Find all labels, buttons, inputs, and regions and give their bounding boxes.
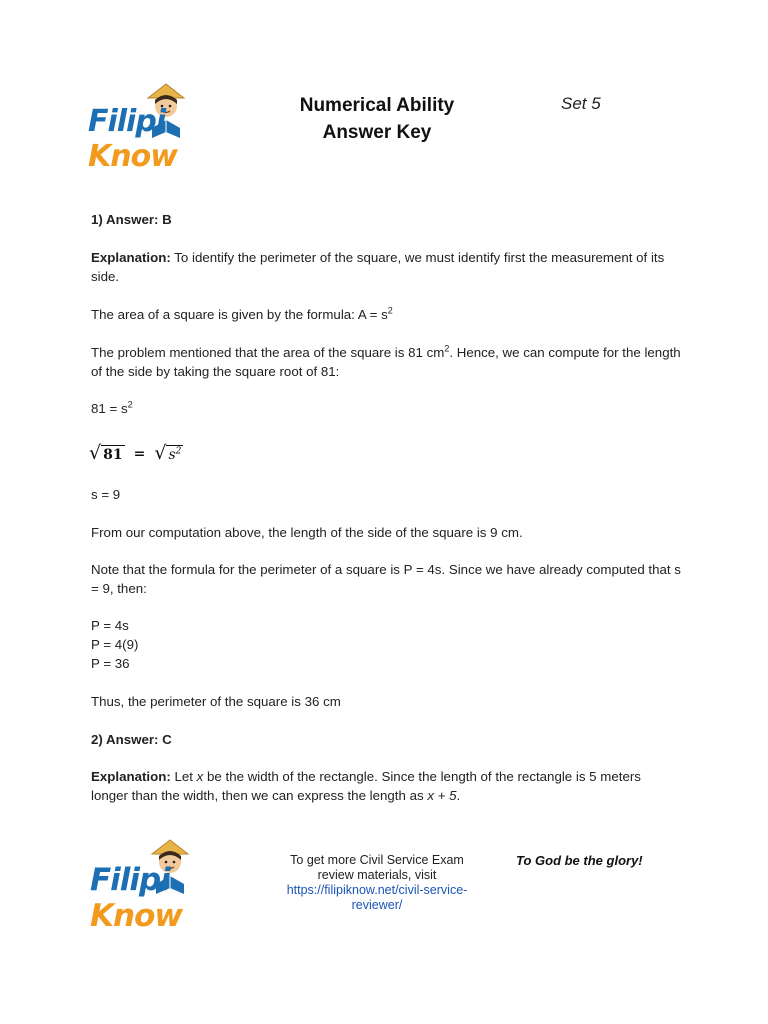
footer-promo-line-1: To get more Civil Service Exam bbox=[290, 853, 464, 867]
footer-glory: To God be the glory! bbox=[516, 853, 643, 868]
sqrt-right: √ $s^2$ bbox=[154, 442, 182, 464]
q1-formula-sup: 2 bbox=[387, 305, 393, 316]
q1-explanation-text: To identify the perimeter of the square, we must identify first the measurement of its side. bbox=[91, 250, 665, 284]
title-line-2: Answer Key bbox=[322, 122, 432, 143]
q1-formula bbox=[91, 305, 393, 324]
set-label: Set 5 bbox=[561, 94, 601, 113]
footer-logo-text-know: Know bbox=[90, 898, 183, 934]
sqrt-left: √ 81 bbox=[89, 442, 123, 464]
q2-text-a: Let bbox=[170, 769, 197, 784]
q1-problem bbox=[91, 343, 681, 381]
footer-link-line-1[interactable]: https://filipiknow.net/civil-service- bbox=[286, 883, 468, 897]
q1-p-line-3: P = 36 bbox=[91, 656, 130, 671]
q1-s-value: s = 9 bbox=[91, 487, 121, 502]
q1-computation-note: From our computation above, the length of the side of the square is 9 cm. bbox=[91, 525, 523, 540]
q1-perimeter-note: Note that the formula for the perimeter of a square is P = 4s. Since we have already computed that s = 9, then: bbox=[91, 562, 681, 596]
sqrt-right-sup: 2 bbox=[175, 446, 182, 457]
title-line-1: Numerical Ability bbox=[299, 95, 455, 116]
sqrt-equals: = bbox=[133, 445, 146, 462]
q1-sqrt-equation bbox=[89, 443, 183, 464]
page-title bbox=[262, 92, 492, 146]
q1-p-line-1: P = 4s bbox=[91, 618, 129, 633]
q1-equation-text: 81 = s bbox=[91, 401, 128, 416]
q1-explanation bbox=[91, 248, 681, 286]
q2-answer: 2) Answer: C bbox=[91, 732, 172, 747]
q1-conclusion: Thus, the perimeter of the square is 36 cm bbox=[91, 694, 341, 709]
q2-text-b: be the width of the rectangle. Since the length of the rectangle is 5 meters longer than the width, then we can express the length as bbox=[91, 769, 641, 803]
sqrt-right-var: s bbox=[168, 447, 176, 463]
logo-text-know: Know bbox=[88, 139, 177, 174]
q1-perimeter-steps bbox=[91, 616, 138, 673]
q2-expression: x + 5 bbox=[427, 788, 457, 803]
footer-promo bbox=[272, 853, 482, 913]
footer-logo-text-filipi: Filipi bbox=[90, 862, 170, 898]
q1-equation bbox=[91, 399, 133, 418]
q1-explanation-label: Explanation: bbox=[91, 250, 171, 265]
q1-problem-sup: 2 bbox=[444, 343, 450, 354]
q1-problem-text-a: The problem mentioned that the area of the square is 81 cm bbox=[91, 345, 445, 360]
q1-p-line-2: P = 4(9) bbox=[91, 637, 139, 652]
q1-formula-text: The area of a square is given by the formula: A = s bbox=[91, 307, 388, 322]
q2-explanation bbox=[91, 767, 681, 805]
header-logo bbox=[88, 82, 260, 174]
footer-link[interactable] bbox=[272, 883, 482, 913]
q1-problem-text-b: . Hence, we can compute for the length of the side by taking the square root of 81: bbox=[91, 345, 681, 379]
q2-explanation-label: Explanation: bbox=[91, 769, 171, 784]
footer-link-line-2[interactable]: reviewer/ bbox=[351, 898, 403, 912]
q2-var-x: x bbox=[196, 769, 204, 784]
logo-text-filipi: Filipi bbox=[88, 104, 166, 139]
q2-text-c: . bbox=[456, 788, 461, 803]
footer-promo-line-2: review materials, visit bbox=[317, 868, 437, 882]
q1-answer: 1) Answer: B bbox=[91, 212, 172, 227]
q1-equation-sup: 2 bbox=[127, 399, 133, 410]
footer-logo bbox=[90, 838, 268, 934]
sqrt-left-value: 81 bbox=[103, 447, 123, 463]
